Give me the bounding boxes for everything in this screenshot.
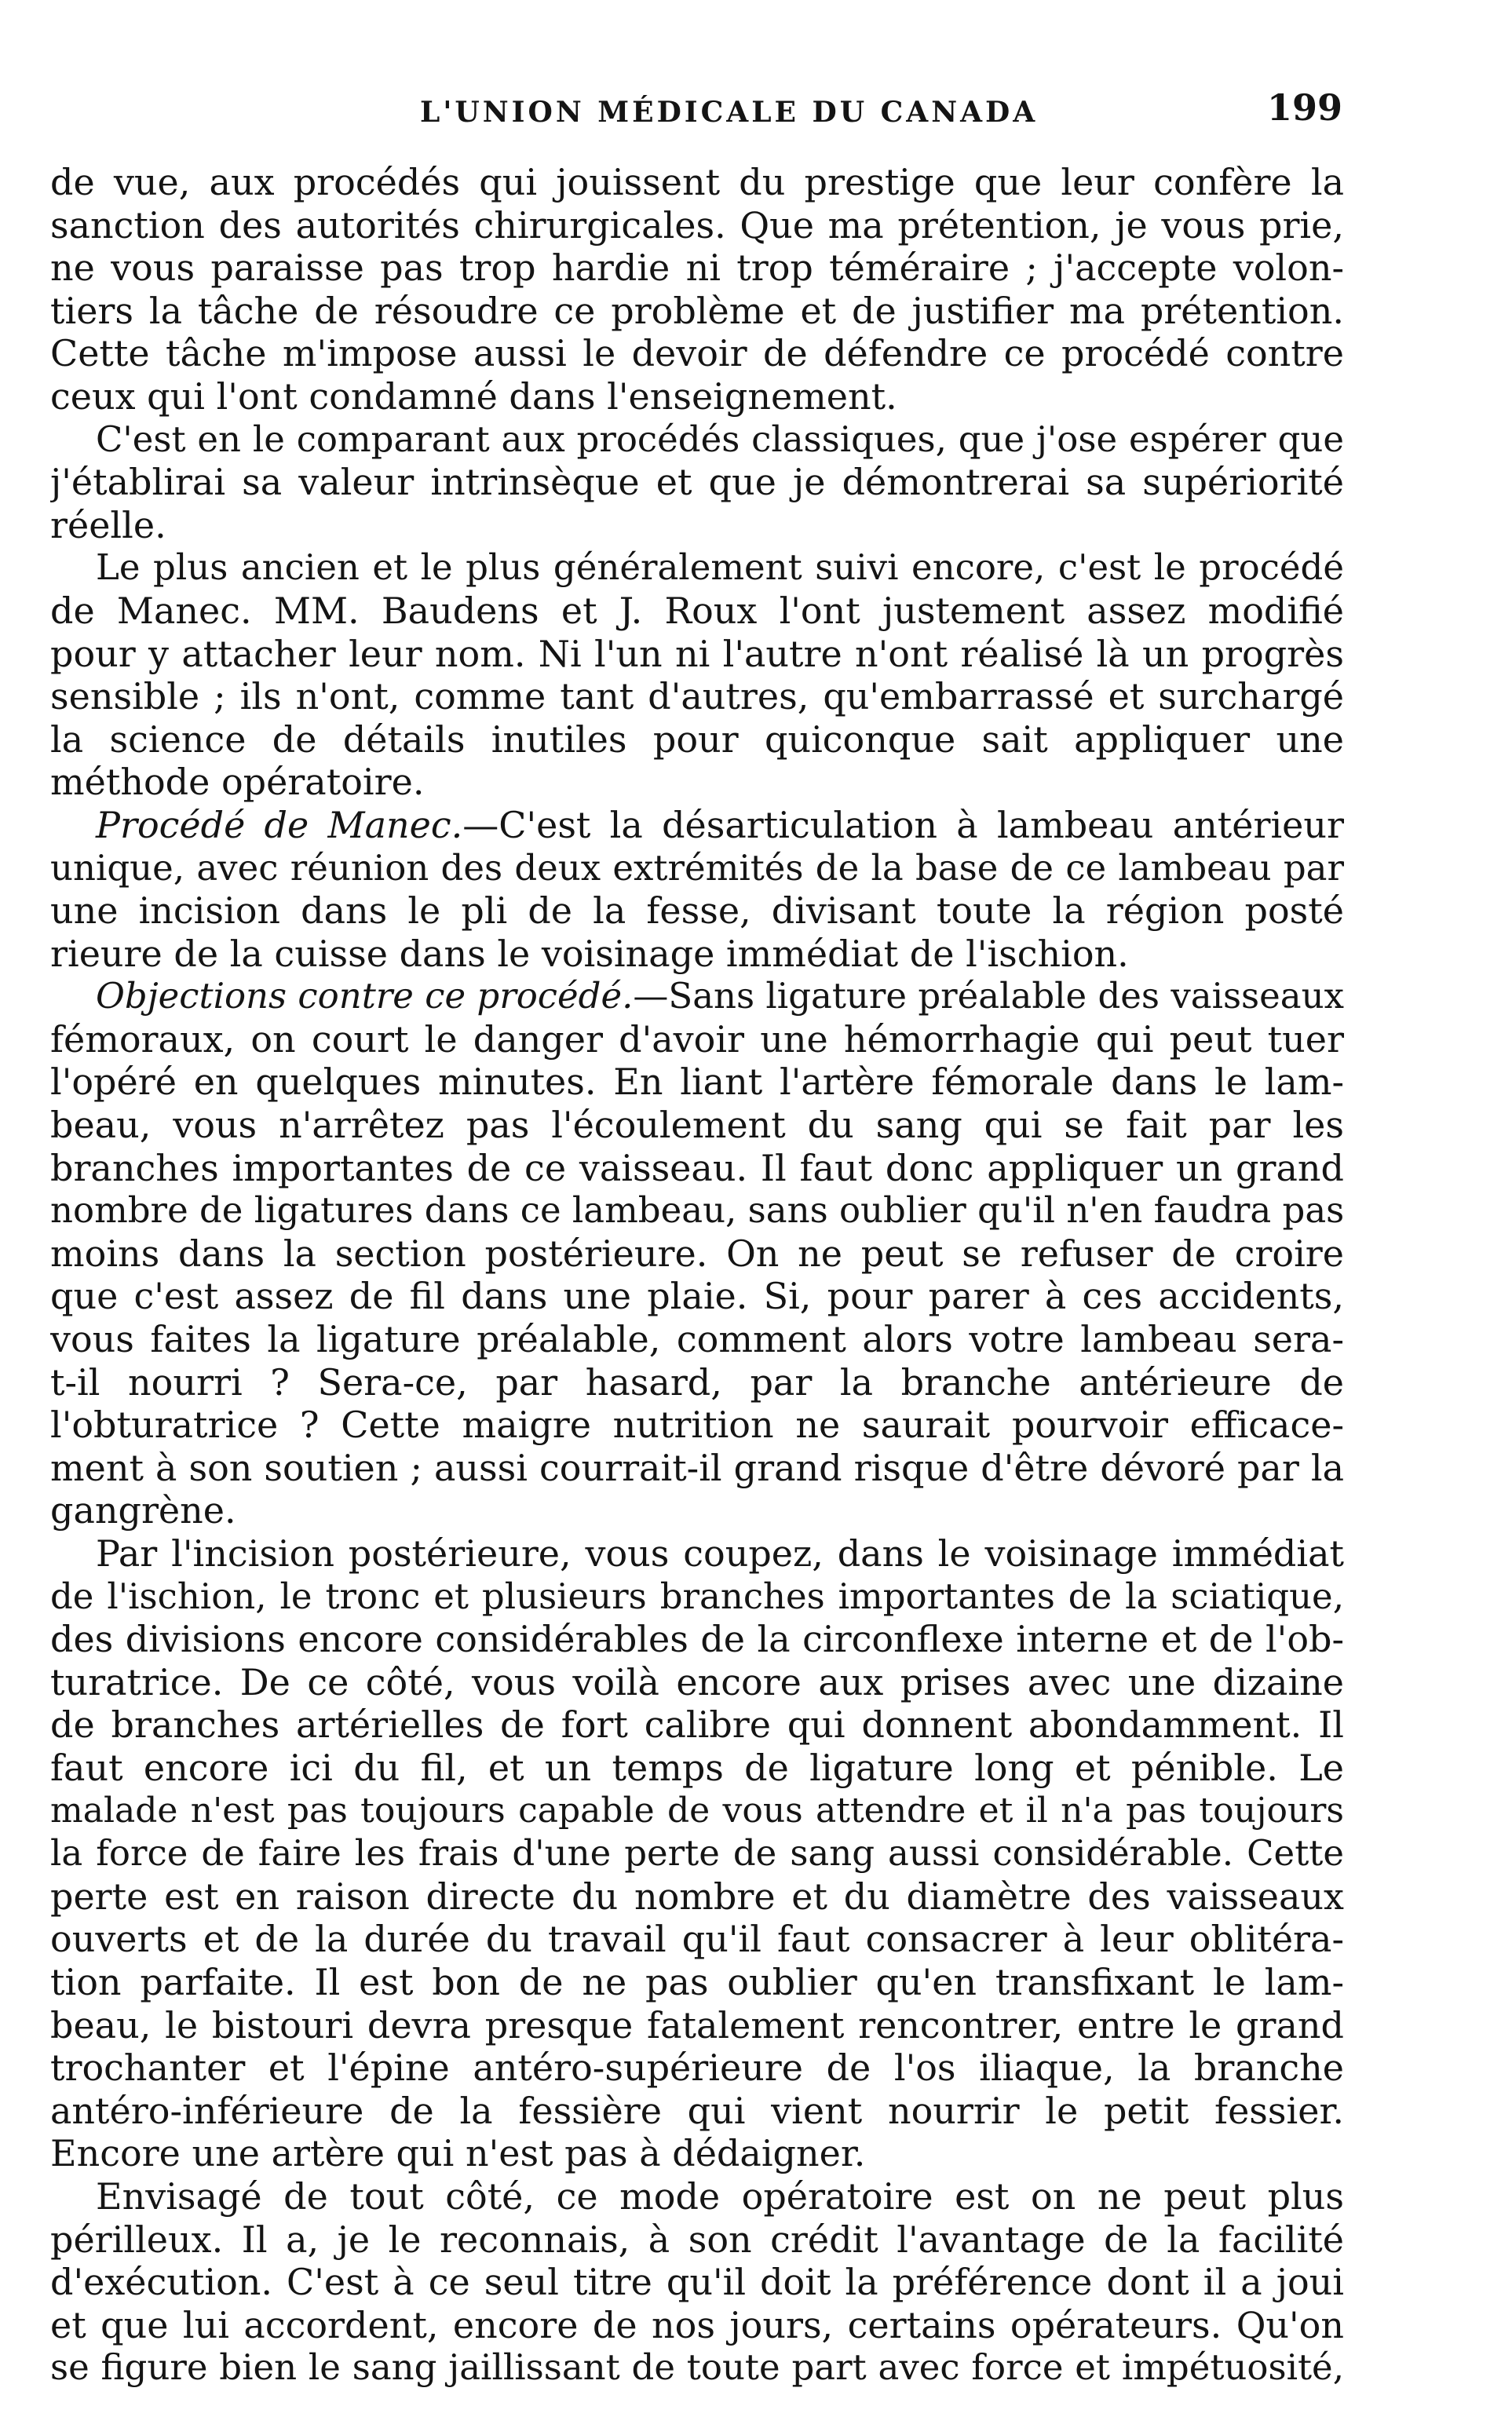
text-line <box>50 290 1344 333</box>
text-line <box>50 1661 1344 1704</box>
text-line <box>50 2090 1344 2133</box>
text-line <box>50 246 1344 290</box>
line-text: méthode opératoire. <box>50 761 425 804</box>
text-line <box>50 1875 1344 1919</box>
text-line <box>50 2175 1344 2218</box>
line-text: de Manec. MM. Baudens et J. Roux l'ont justement assez modifié <box>50 589 1344 632</box>
line-text: l'opéré en quelques minutes. En liant l'artère fémorale dans le lam- <box>50 1061 1344 1104</box>
text-line <box>50 504 1344 547</box>
line-text: une incision dans le pli de la fesse, divisant toute la région posté <box>50 889 1344 933</box>
text-line <box>50 718 1344 761</box>
line-text: des divisions encore considérables de la circonflexe interne et de l'ob- <box>50 1618 1344 1661</box>
line-text: tion parfaite. Il est bon de ne pas oublier qu'en transfixant le lam- <box>50 1960 1344 2003</box>
text-line <box>50 418 1344 462</box>
line-text: moins dans la section postérieure. On ne peut se refuser de croire <box>50 1232 1344 1275</box>
text-line <box>50 161 1344 204</box>
text-line <box>50 1703 1344 1747</box>
line-text: la science de détails inutiles pour quiconque sait appliquer une <box>50 717 1344 761</box>
line-text: faut encore ici du fil, et un temps de ligature long et pénible. Le <box>50 1746 1344 1789</box>
body-text <box>50 161 1344 2390</box>
text-line <box>50 1232 1344 1276</box>
line-text: ceux qui l'ont condamné dans l'enseignement. <box>50 374 897 418</box>
line-text: Envisagé de tout côté, ce mode opératoire est on ne peut plus <box>96 2174 1344 2218</box>
text-line <box>50 2004 1344 2047</box>
text-line <box>50 1318 1344 1361</box>
text-line <box>50 1147 1344 1190</box>
text-line <box>50 675 1344 718</box>
line-text: t-il nourri ? Sera-ce, par hasard, par la branche antérieure de <box>50 1360 1344 1404</box>
page-number: 199 <box>1266 86 1342 129</box>
line-text: l'obturatrice ? Cette maigre nutrition ne saurait pourvoir efficace- <box>50 1404 1344 1447</box>
text-line <box>50 2261 1344 2304</box>
text-line <box>50 2304 1344 2347</box>
page-header <box>55 86 1342 149</box>
line-text: trochanter et l'épine antéro-supérieure de l'os iliaque, la branche <box>50 2046 1344 2090</box>
text-line <box>50 332 1344 375</box>
text-line <box>50 590 1344 633</box>
text-line <box>50 1489 1344 1532</box>
italic-heading: Procédé de Manec. <box>96 803 463 846</box>
text-line <box>50 2346 1344 2390</box>
text-line <box>50 1532 1344 1575</box>
line-text: antéro-inférieure de la fessière qui vient nourrir le petit fessier. <box>50 2089 1344 2132</box>
line-text: branches importantes de ce vaisseau. Il faut donc appliquer un grand <box>50 1146 1344 1189</box>
text-line <box>50 1404 1344 1447</box>
line-text: tiers la tâche de résoudre ce problème et de justifier ma prétention. <box>50 289 1344 332</box>
line-text: turatrice. De ce côté, vous voilà encore aux prises avec une dizaine <box>50 1660 1344 1703</box>
line-text: beau, vous n'arrêtez pas l'écoulement du sang qui se fait par les <box>50 1104 1344 1147</box>
line-text: ment à son soutien ; aussi courrait-il grand risque d'être dévoré par la <box>50 1446 1344 1489</box>
line-text: d'exécution. C'est à ce seul titre qu'il doit la préférence dont il a joui <box>50 2261 1344 2304</box>
line-text: j'établirai sa valeur intrinsèque et que je démontrerai sa supériorité <box>50 461 1344 504</box>
text-line <box>50 1061 1344 1104</box>
text-line <box>50 1447 1344 1490</box>
line-text: de l'ischion, le tronc et plusieurs branches importantes de la sciatique, <box>50 1575 1344 1617</box>
line-text: Encore une artère qui n'est pas à dédaigner. <box>50 2132 866 2175</box>
line-text: fémoraux, on court le danger d'avoir une hémorrhagie qui peut tuer <box>50 1017 1344 1061</box>
text-line <box>50 546 1344 590</box>
text-line <box>50 1575 1344 1619</box>
italic-heading: Objections contre ce procédé. <box>96 975 634 1017</box>
line-text: sanction des autorités chirurgicales. Que ma prétention, je vous prie, <box>50 203 1344 246</box>
line-text: gangrène. <box>50 1489 236 1532</box>
text-line <box>50 847 1344 890</box>
text-line <box>50 633 1344 676</box>
text-line <box>50 1961 1344 2004</box>
text-line <box>50 1018 1344 1061</box>
text-line <box>50 1918 1344 1961</box>
text-line <box>50 1189 1344 1232</box>
line-text: et que lui accordent, encore de nos jours, certains opérateurs. Qu'on <box>50 2303 1344 2346</box>
text-line <box>50 1747 1344 1790</box>
line-text: —C'est la désarticulation à lambeau antérieur <box>462 803 1344 846</box>
text-line <box>50 1361 1344 1404</box>
text-line <box>50 1790 1344 1833</box>
line-text: périlleux. Il a, je le reconnais, à son crédit l'avantage de la facilité <box>50 2218 1344 2261</box>
line-text: ne vous paraisse pas trop hardie ni trop téméraire ; j'accepte volon- <box>50 246 1344 290</box>
line-text: sensible ; ils n'ont, comme tant d'autres, qu'embarrassé et surchargé <box>50 675 1344 718</box>
line-text: ouverts et de la durée du travail qu'il faut consacrer à leur oblitéra- <box>50 1918 1344 1961</box>
text-line <box>50 461 1344 504</box>
text-line <box>50 1832 1344 1875</box>
line-text: rieure de la cuisse dans le voisinage immédiat de l'ischion. <box>50 932 1129 975</box>
line-text: se figure bien le sang jaillissant de toute part avec force et impétuosité, <box>50 2346 1344 2389</box>
line-text: la force de faire les frais d'une perte de sang aussi considérable. Cette <box>50 1832 1344 1875</box>
line-text: malade n'est pas toujours capable de vous attendre et il n'a pas toujours <box>50 1790 1344 1831</box>
line-text: beau, le bistouri devra presque fatalement rencontrer, entre le grand <box>50 2003 1344 2046</box>
line-text: perte est en raison directe du nombre et du diamètre des vaisseaux <box>50 1875 1344 1918</box>
line-text: vous faites la ligature préalable, comment alors votre lambeau sera- <box>50 1318 1344 1361</box>
line-text: Cette tâche m'impose aussi le devoir de défendre ce procédé contre <box>50 332 1344 375</box>
text-line <box>50 761 1344 804</box>
text-line <box>50 2046 1344 2090</box>
text-line <box>50 375 1344 418</box>
text-line <box>50 204 1344 247</box>
line-text: de vue, aux procédés qui jouissent du prestige que leur confère la <box>50 161 1344 203</box>
line-text: que c'est assez de fil dans une plaie. Si, pour parer à ces accidents, <box>50 1275 1344 1318</box>
running-title: L'UNION MÉDICALE DU CANADA <box>420 96 1039 129</box>
line-text: unique, avec réunion des deux extrémités de la base de ce lambeau par <box>50 846 1344 889</box>
line-text: Le plus ancien et le plus généralement suivi encore, c'est le procédé <box>96 546 1344 589</box>
text-line <box>50 933 1344 976</box>
text-line <box>50 1275 1344 1318</box>
text-line <box>50 975 1344 1018</box>
text-line <box>50 2218 1344 2262</box>
text-line <box>50 1618 1344 1661</box>
text-line <box>50 1104 1344 1147</box>
line-text: nombre de ligatures dans ce lambeau, sans oublier qu'il n'en faudra pas <box>50 1189 1344 1232</box>
line-text: de branches artérielles de fort calibre qui donnent abondamment. Il <box>50 1703 1344 1747</box>
text-line <box>50 889 1344 933</box>
text-line <box>50 2132 1344 2175</box>
line-text: —Sans ligature préalable des vaisseaux <box>633 975 1344 1017</box>
line-text: réelle. <box>50 503 166 546</box>
line-text: pour y attacher leur nom. Ni l'un ni l'autre n'ont réalisé là un progrès <box>50 632 1344 675</box>
text-line <box>50 804 1344 847</box>
line-text: C'est en le comparant aux procédés classiques, que j'ose espérer que <box>96 418 1344 460</box>
line-text: Par l'incision postérieure, vous coupez, dans le voisinage immédiat <box>96 1532 1344 1575</box>
